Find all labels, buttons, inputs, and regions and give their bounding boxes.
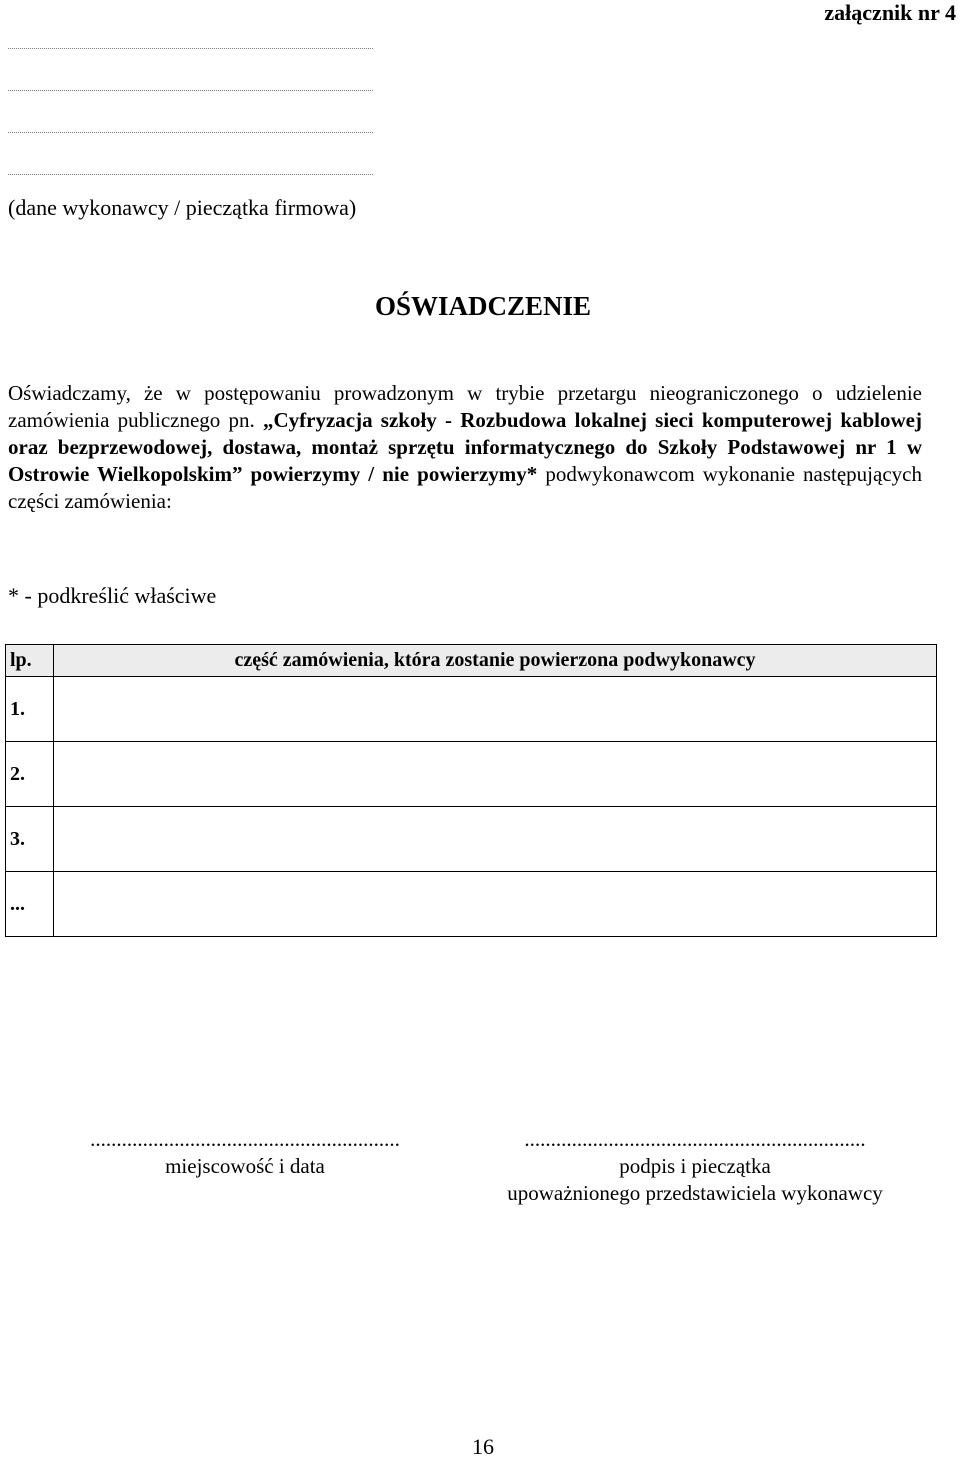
signature-label-2: upoważnionego przedstawiciela wykonawcy [507, 1181, 883, 1205]
contractor-caption: (dane wykonawcy / pieczątka firmowa) [8, 195, 357, 220]
statement-outro: podwykonawcom wykonanie następujących części zamówienia: [8, 462, 922, 513]
page-number: 16 [472, 1434, 494, 1459]
representative-signature [470, 1126, 920, 1207]
table-row [6, 807, 937, 872]
row-lp: 2. [6, 742, 54, 807]
header-part: część zamówienia, która zostanie powierzona podwykonawcy [54, 645, 937, 677]
contractor-line [8, 174, 373, 175]
document-title: OŚWIADCZENIE [374, 291, 592, 321]
place-date-signature [60, 1126, 430, 1180]
attachment-label: załącznik nr 4 [824, 0, 956, 25]
signature-label-1: podpis i pieczątka [619, 1154, 771, 1178]
contractor-line [8, 132, 373, 133]
statement-project-name: „Cyfryzacja szkoły - Rozbudowa lokalnej sieci komputerowej kablowej oraz bezprzewodowej, dostawa, montaż sprzętu informatycznego do Szkoły Podstawowej nr 1 w Ostrowie Wielkopolskim” powierzymy / nie powierzymy* [8, 408, 922, 486]
row-part-cell[interactable] [54, 807, 937, 872]
table-header-row [6, 645, 937, 677]
row-lp: 1. [6, 677, 54, 742]
row-lp: ... [6, 872, 54, 937]
table-row [6, 872, 937, 937]
row-lp: 3. [6, 807, 54, 872]
header-lp: lp. [6, 645, 54, 677]
statement-paragraph [8, 380, 922, 515]
place-date-label: miejscowość i data [165, 1154, 325, 1178]
statement-intro: Oświadczamy, że w postępowaniu prowadzonym w trybie przetargu nieograniczonego o udzielenie zamówienia publicznego pn. [8, 381, 922, 432]
row-part-cell[interactable] [54, 742, 937, 807]
contractor-line [8, 90, 373, 91]
table-row [6, 677, 937, 742]
row-part-cell[interactable] [54, 677, 937, 742]
place-date-dots: ........................................................... [90, 1127, 400, 1151]
subcontract-parts-table [5, 644, 937, 937]
table-row [6, 742, 937, 807]
footnote: * - podkreślić właściwe [8, 583, 217, 608]
row-part-cell[interactable] [54, 872, 937, 937]
signature-dots: ................................................................. [524, 1127, 866, 1151]
contractor-line [8, 48, 373, 49]
